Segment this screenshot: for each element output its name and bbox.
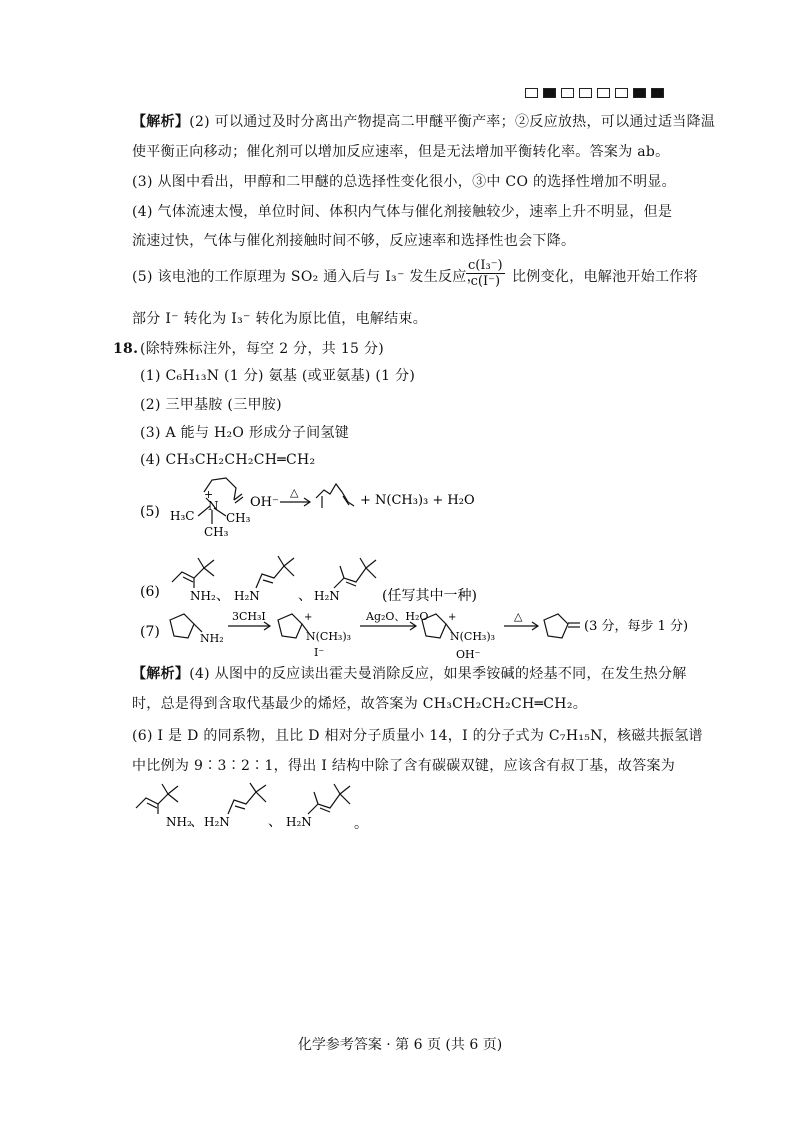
answer-18-1: (1) C₆H₁₃N (1 分) 氨基 (或亚氨基) (1 分) [140, 368, 416, 384]
step-note: (3 分，每步 1 分) [584, 619, 689, 634]
diene-structure [316, 484, 354, 508]
synthesis-route-7 [138, 604, 698, 662]
amine-group: NH₂ [166, 815, 192, 829]
iodide-ion: I⁻ [314, 646, 325, 659]
mark-box [633, 88, 646, 98]
amine-group: NH₂ [200, 632, 224, 645]
isomer-2 [228, 783, 266, 814]
bond [194, 624, 202, 632]
positive-charge: + [304, 612, 313, 623]
answer-18-4: (4) CH₃CH₂CH₂CH═CH₂ [140, 452, 316, 468]
header-marks [525, 88, 664, 98]
hydroxide-ion: OH⁻ [456, 648, 481, 661]
mark-box [561, 88, 574, 98]
separator: 、 [298, 588, 312, 604]
answer-5-line1-post: 比例变化，电解池开始工作将 [512, 269, 698, 285]
question-number: 18. [113, 341, 139, 357]
period: 。 [354, 816, 368, 832]
heat-symbol: △ [514, 610, 523, 623]
answer-4-line2: 流速过快，气体与催化剂接触时间不够，反应速率和选择性也会下降。 [132, 233, 576, 249]
mark-box [615, 88, 628, 98]
separator: 、 [268, 814, 282, 830]
methyl-bottom: CH₃ [204, 525, 229, 539]
answer-5-line2: 部分 I⁻ 转化为 I₃⁻ 转化为原比值，电解结束。 [132, 311, 428, 327]
analysis2-6-line1: (6) I 是 D 的同系物，且比 D 相对分子质量小 14，I 的分子式为 C₇H₁₅N，核磁共振氢谱 [132, 728, 703, 744]
analysis-isomers [132, 782, 372, 834]
amine-group: H₂N [234, 589, 260, 603]
analysis-text: (4) 从图中的反应读出霍夫曼消除反应，如果季铵碱的烃基不同，在发生热分解 [189, 666, 687, 682]
analysis-tag: 【解析】 [132, 114, 190, 130]
mark-box [543, 88, 556, 98]
analysis-line-2b: 使平衡正向移动；催化剂可以增加反应速率，但是无法增加平衡转化率。答案为 ab。 [132, 144, 670, 160]
positive-charge: + [448, 612, 457, 623]
page-footer: 化学参考答案 · 第 6 页 (共 6 页) [297, 1037, 503, 1053]
mark-box [597, 88, 610, 98]
label-7: (7) [140, 624, 160, 640]
isomer-2 [256, 556, 294, 588]
ratio-fraction [466, 258, 505, 289]
positive-charge: + [204, 488, 214, 501]
question-header: (除特殊标注外，每空 2 分，共 15 分) [140, 341, 385, 357]
isomer-note: (任写其中一种) [382, 588, 477, 604]
amine-group: H₂N [204, 815, 230, 829]
methyl-left: H₃C [170, 509, 195, 523]
answer-5-line1-pre: (5) 该电池的工作原理为 SO₂ 通入后与 I₃⁻ 发生反应， [132, 269, 481, 285]
separator: 、 [216, 588, 230, 604]
ammonium-nitrogen: N [208, 499, 219, 513]
mark-box [651, 88, 664, 98]
analysis2-line2: 时，总是得到含取代基最少的烯烃，故答案为 CH₃CH₂CH₂CH═CH₂。 [132, 696, 588, 712]
heat-symbol: △ [290, 486, 299, 499]
products: + N(CH₃)₃ + H₂O [360, 493, 475, 508]
analysis-text: (2) 可以通过及时分离出产物提高二甲醚平衡产率；②反应放热，可以通过适当降温 [189, 114, 716, 130]
trimethylammonium-group: N(CH₃)₃ [306, 630, 352, 643]
isomers-6 [138, 552, 478, 608]
label-5: (5) [140, 504, 160, 520]
fraction-numerator: c(I₃⁻) [468, 258, 503, 273]
mark-box [579, 88, 592, 98]
separator: 、 [190, 814, 204, 830]
methyl-right: CH₃ [226, 511, 251, 525]
answer-18-2: (2) 三甲基胺 (三甲胺) [140, 397, 282, 413]
amine-group: NH₂ [190, 589, 216, 603]
analysis2-line1 [132, 665, 687, 683]
label-6: (6) [140, 584, 160, 600]
cyclopentane-ring [170, 614, 194, 638]
cyclopentane-ring [544, 614, 568, 638]
amine-group: H₂N [314, 589, 340, 603]
answer-4-line1: (4) 气体流速太慢，单位时间、体积内气体与催化剂接触较少，速率上升不明显，但是 [132, 204, 673, 220]
isomer-3 [334, 558, 376, 588]
hydroxide-ion: OH⁻ [250, 495, 279, 510]
mark-box [525, 88, 538, 98]
isomer-1 [136, 784, 178, 814]
reagent-2: Ag₂O、H₂O [366, 610, 429, 623]
fraction-denominator: c(I⁻) [470, 274, 501, 289]
answer-18-3: (3) A 能与 H₂O 形成分子间氢键 [140, 425, 350, 441]
reagent-1: 3CH₃I [232, 610, 266, 623]
reaction-scheme-5 [138, 472, 478, 552]
answer-3: (3) 从图中看出，甲醇和二甲醚的总选择性变化很小，③中 CO 的选择性增加不明显。 [132, 174, 676, 190]
analysis2-6-line2: 中比例为 9∶3∶2∶1，得出 I 结构中除了含有碳碳双键，应该含有叔丁基，故答案为 [132, 758, 676, 774]
trimethylammonium-group: N(CH₃)₃ [450, 630, 496, 643]
amine-group: H₂N [286, 815, 312, 829]
isomer-3 [308, 784, 350, 814]
isomer-1 [172, 558, 214, 588]
analysis-line-2 [132, 113, 715, 131]
analysis-tag: 【解析】 [132, 666, 190, 682]
cyclopentane-ring [278, 614, 302, 638]
